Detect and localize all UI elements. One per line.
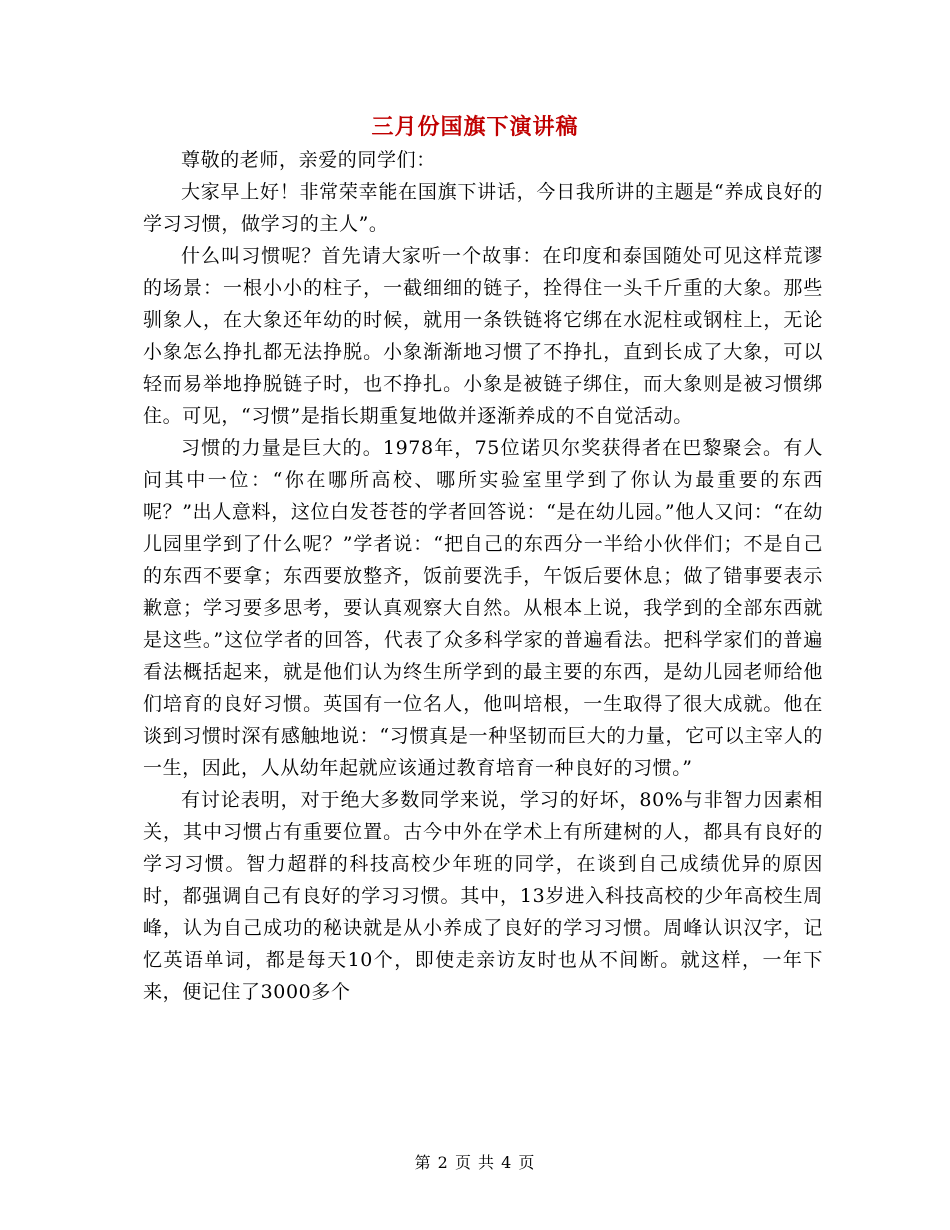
salutation-paragraph: 尊敬的老师，亲爱的同学们：	[181, 149, 436, 171]
research-paragraph: 有讨论表明，对于绝大多数同学来说，学习的好坏，80%与非智力因素相关，其中习惯占有重要位置。古今中外在学术上有所建树的人，都具有良好的学习习惯。智力超群的科技高校少年班的同学，在谈到自己成绩优异的原因时，都强调自己有良好的学习习惯。其中，13岁进入科技高校的少年高校生周峰，认为自己成功的秘诀就是从小养成了良好的学习习惯。周峰认识汉字，记忆英语单词，都是每天10个，即使走亲访友时也从不间断。就这样，一年下来，便记住了3000多个	[143, 789, 823, 1003]
nobel-story-paragraph: 习惯的力量是巨大的。1978年，75位诺贝尔奖获得者在巴黎聚会。有人问其中一位：“你在哪所高校、哪所实验室里学到了你认为最重要的东西呢？”出人意料，这位白发苍苍的学者回答说：“是在幼儿园。”他人又问：“在幼儿园里学到了什么呢？”学者说：“把自己的东西分一半给小伙伴们；不是自己的东西不要拿；东西要放整齐，饭前要洗手，午饭后要休息；做了错事要表示歉意；学习要多思考，要认真观察大自然。从根本上说，我学到的全部东西就是这些。”这位学者的回答，代表了众多科学家的普遍看法。把科学家们的普遍看法概括起来，就是他们认为终生所学到的最主要的东西，是幼儿园老师给他们培育的良好习惯。英国有一位名人，他叫培根，一生取得了很大成就。他在谈到习惯时深有感触地说：“习惯真是一种坚韧而巨大的力量，它可以主宰人的一生，因此，人从幼年起就应该通过教育培育一种良好的习惯。”	[143, 437, 823, 779]
elephant-story-paragraph: 什么叫习惯呢？首先请大家听一个故事：在印度和泰国随处可见这样荒谬的场景：一根小小的柱子，一截细细的链子，拴得住一头千斤重的大象。那些驯象人，在大象还年幼的时候，就用一条铁链将它绑在水泥柱或钢柱上，无论小象怎么挣扎都无法挣脱。小象渐渐地习惯了不挣扎，直到长成了大象，可以轻而易举地挣脱链子时，也不挣扎。小象是被链子绑住，而大象则是被习惯绑住。可见，“习惯”是指长期重复地做并逐渐养成的不自觉活动。	[143, 245, 823, 427]
page-footer: 第 2 页 共 4 页	[414, 1153, 536, 1172]
document-title: 三月份国旗下演讲稿	[371, 114, 579, 140]
document-body	[143, 144, 823, 1008]
greeting-paragraph: 大家早上好！非常荣幸能在国旗下讲话，今日我所讲的主题是“养成良好的学习习惯，做学习的主人”。	[143, 181, 823, 235]
